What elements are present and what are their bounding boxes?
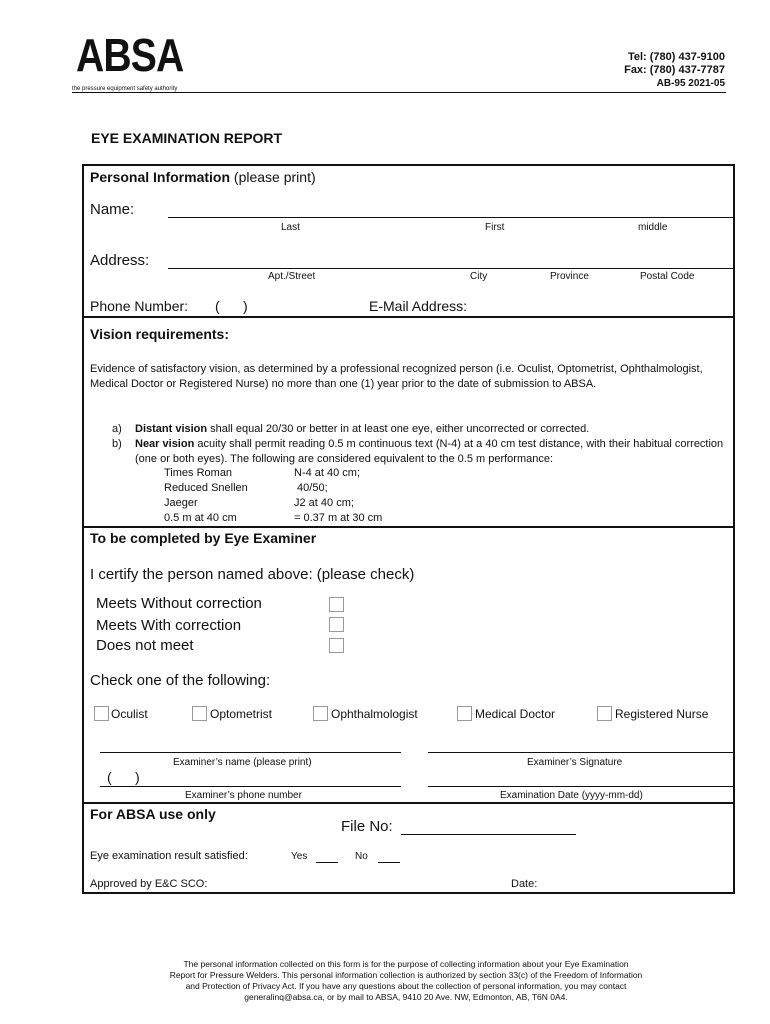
logo-tagline: the pressure equipment safety authority bbox=[72, 86, 178, 92]
vision-heading: Vision requirements: bbox=[90, 326, 230, 342]
date-label: Date: bbox=[511, 878, 538, 890]
item-b bbox=[135, 437, 730, 467]
equivalents-list bbox=[164, 466, 382, 526]
privacy-notice bbox=[90, 959, 722, 1003]
certify-text: I certify the person named above: (please check) bbox=[90, 566, 415, 583]
privacy-line: The personal information collected on this form is for the purpose of collecting information about your Eye Examination bbox=[183, 959, 629, 969]
item-a-text: shall equal 20/30 or better in at least one eye, either uncorrected or corrected. bbox=[207, 423, 590, 435]
form-code: AB-95 2021-05 bbox=[656, 78, 725, 89]
examiner-phone-caption: Examiner’s phone number bbox=[185, 790, 302, 801]
address-part-street: Apt./Street bbox=[268, 271, 316, 282]
examiner-name-caption: Examiner’s name (please print) bbox=[173, 757, 312, 768]
no-label: No bbox=[355, 851, 368, 862]
page-title: EYE EXAMINATION REPORT bbox=[91, 130, 283, 146]
option-label-with: Meets With correction bbox=[96, 617, 242, 634]
equivalent-row bbox=[164, 481, 382, 496]
examiner-signature-caption: Examiner’s Signature bbox=[527, 757, 623, 768]
section-divider bbox=[83, 802, 734, 804]
fax-number: Fax: (780) 437-7787 bbox=[624, 64, 725, 76]
equivalent-value: = 0.37 m at 30 cm bbox=[294, 512, 383, 524]
approved-label: Approved by E&C SCO: bbox=[90, 878, 208, 890]
section-divider bbox=[83, 526, 734, 528]
personal-heading bbox=[90, 169, 316, 185]
phone-label: Phone Number: bbox=[90, 298, 189, 314]
vision-intro: Evidence of satisfactory vision, as determined by a professional recognized person (i.e. Oculist, Optometrist, Ophthalmologist, Medical Doctor or Registered Nurse) no more than one (1) year prior to the date of submission to ABSA. bbox=[90, 363, 703, 390]
yes-label: Yes bbox=[291, 851, 308, 862]
address-label: Address: bbox=[90, 252, 150, 269]
option-checkbox-without[interactable] bbox=[329, 597, 344, 612]
checkbox-medical-doctor[interactable] bbox=[457, 706, 472, 721]
checkbox-oculist[interactable] bbox=[94, 706, 109, 721]
option-checkbox-with[interactable] bbox=[329, 617, 344, 632]
equivalent-name: Jaeger bbox=[164, 497, 198, 509]
address-part-postal: Postal Code bbox=[640, 271, 695, 282]
equivalent-value: 40/50; bbox=[294, 482, 328, 494]
checkbox-optometrist[interactable] bbox=[192, 706, 207, 721]
absa-logo: ABSA bbox=[76, 29, 184, 81]
form-box bbox=[82, 164, 735, 894]
equivalent-row bbox=[164, 496, 382, 511]
checkbox-registered-nurse[interactable] bbox=[597, 706, 612, 721]
equivalent-row bbox=[164, 511, 382, 526]
examiner-phone-field[interactable] bbox=[100, 786, 401, 787]
address-field[interactable] bbox=[168, 268, 733, 269]
tel-number: Tel: (780) 437-9100 bbox=[627, 51, 725, 63]
option-label-not-meet: Does not meet bbox=[96, 637, 194, 654]
absa-use-heading: For ABSA use only bbox=[90, 806, 216, 822]
email-label: E-Mail Address: bbox=[369, 298, 468, 314]
equivalent-name: 0.5 m at 40 cm bbox=[164, 512, 237, 524]
section-divider bbox=[83, 316, 734, 318]
personal-heading-title: Personal Information bbox=[90, 169, 231, 185]
item-a-marker: a) bbox=[112, 423, 122, 435]
file-no-label: File No: bbox=[341, 818, 393, 835]
result-label: Eye examination result satisfied: bbox=[90, 850, 248, 862]
privacy-line: generalinq@absa.ca, or by mail to ABSA, 9410 20 Ave. NW, Edmonton, AB, T6N 0A4. bbox=[244, 992, 568, 1002]
name-part-middle: middle bbox=[638, 222, 668, 233]
examiner-name-field[interactable] bbox=[100, 752, 401, 753]
phone-field[interactable]: ( ) bbox=[215, 298, 248, 314]
yes-field[interactable] bbox=[316, 862, 338, 863]
check-one-text: Check one of the following: bbox=[90, 672, 271, 689]
item-a-bold: Distant vision bbox=[135, 423, 208, 435]
address-part-city: City bbox=[470, 271, 488, 282]
contact-block bbox=[505, 51, 725, 90]
equivalent-row bbox=[164, 466, 382, 481]
personal-heading-note: (please print) bbox=[230, 169, 316, 185]
examination-date-field[interactable] bbox=[428, 786, 733, 787]
equivalent-value: J2 at 40 cm; bbox=[294, 497, 354, 509]
equivalent-value: N-4 at 40 cm; bbox=[294, 467, 361, 479]
no-field[interactable] bbox=[378, 862, 400, 863]
address-part-province: Province bbox=[550, 271, 589, 282]
header-rule bbox=[72, 92, 726, 93]
name-part-first: First bbox=[485, 222, 505, 233]
privacy-line: and Protection of Privacy Act. If you have any questions about the collection of personal information, you may contact bbox=[185, 981, 627, 991]
name-label: Name: bbox=[90, 201, 135, 218]
item-b-marker: b) bbox=[112, 438, 122, 450]
item-b-text: acuity shall permit reading 0.5 m continuous text (N-4) at a 40 cm test distance, with their habitual correction (one or both eyes). The following are considered equivalent to the 0.5 m performance: bbox=[135, 438, 724, 465]
equivalent-name: Reduced Snellen bbox=[164, 482, 248, 494]
name-field[interactable] bbox=[168, 217, 733, 218]
equivalent-name: Times Roman bbox=[164, 467, 233, 479]
examiner-signature-field[interactable] bbox=[428, 752, 733, 753]
item-b-bold: Near vision bbox=[135, 438, 195, 450]
label-ophthalmologist: Ophthalmologist bbox=[331, 707, 418, 721]
label-optometrist: Optometrist bbox=[210, 707, 273, 721]
file-no-field[interactable] bbox=[401, 834, 576, 835]
examiner-heading: To be completed by Eye Examiner bbox=[90, 530, 317, 546]
checkbox-ophthalmologist[interactable] bbox=[313, 706, 328, 721]
label-registered-nurse: Registered Nurse bbox=[615, 707, 709, 721]
item-a bbox=[135, 422, 730, 437]
examiner-phone-paren: ( ) bbox=[107, 769, 140, 785]
privacy-line: Report for Pressure Welders. This personal information collection is authorized by section 33(c) of the Freedom of Information bbox=[169, 970, 643, 980]
examination-date-caption: Examination Date (yyyy-mm-dd) bbox=[500, 790, 643, 801]
name-part-last: Last bbox=[281, 222, 300, 233]
option-checkbox-not-meet[interactable] bbox=[329, 638, 344, 653]
option-label-without: Meets Without correction bbox=[96, 595, 262, 612]
label-oculist: Oculist bbox=[111, 707, 148, 721]
label-medical-doctor: Medical Doctor bbox=[475, 707, 556, 721]
